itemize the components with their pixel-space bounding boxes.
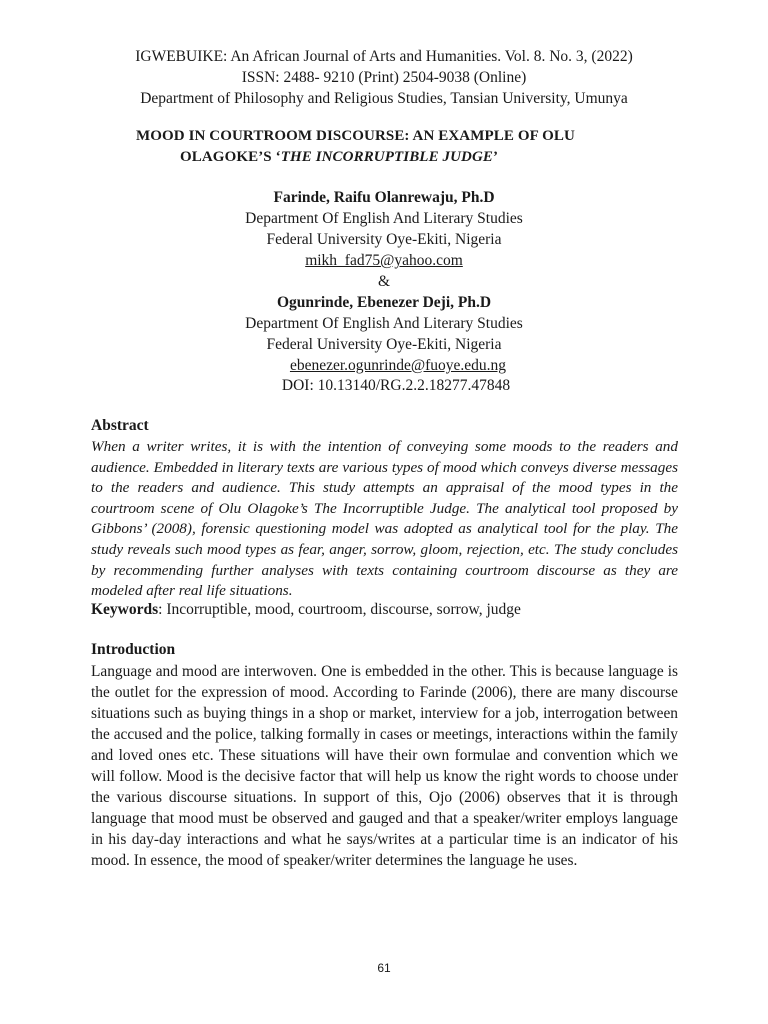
author-1-email-link[interactable]: mikh_fad75@yahoo.com xyxy=(305,252,463,269)
issn-line: ISSN: 2488- 9210 (Print) 2504-9038 (Online) xyxy=(241,69,527,86)
title-italic-work: THE INCORRUPTIBLE JUDGE xyxy=(280,149,494,165)
doi-line[interactable]: DOI: 10.13140/RG.2.2.18277.47848 xyxy=(281,377,511,394)
department-line: Department of Philosophy and Religious Studies, Tansian University, Umunya xyxy=(140,90,628,107)
author-1-name: Farinde, Raifu Olanrewaju, Ph.D xyxy=(273,189,495,206)
paper-title-line-2 xyxy=(180,147,498,167)
keywords-label: Keywords xyxy=(91,601,159,618)
abstract-body: When a writer writes, it is with the intention of conveying some moods to the readers and audience. Embedded in literary texts are various types of mood which conveys diverse messages to the readers and audience. This study attempts an appraisal of the mood types in the courtroom scene of Olu Olagoke’s The Incorruptible Judge. The analytical tool proposed by Gibbons’ (2008), forensic questioning model was adopted as analytical tool for the play. The study reveals such mood types as fear, anger, sorrow, gloom, rejection, etc. The study concludes by recommending further analyses with texts containing courtroom discourse as they are modeled after real life situations. xyxy=(91,438,678,600)
ampersand: & xyxy=(377,273,391,290)
author-2-email-row xyxy=(0,355,768,376)
title-prefix: OLAGOKE’S ‘ xyxy=(180,149,281,165)
paper-title-line-1: MOOD IN COURTROOM DISCOURSE: AN EXAMPLE OF OLU xyxy=(136,128,575,144)
abstract-heading: Abstract xyxy=(91,417,149,434)
keywords-list: : Incorruptible, mood, courtroom, discourse, sorrow, judge xyxy=(158,601,521,618)
author-2-university: Federal University Oye-Ekiti, Nigeria xyxy=(266,336,502,353)
title-suffix: ’ xyxy=(493,149,499,165)
author-2-department: Department Of English And Literary Studies xyxy=(245,315,523,332)
journal-citation: IGWEBUIKE: An African Journal of Arts and Humanities. Vol. 8. No. 3, (2022) xyxy=(135,48,633,65)
author-1-department: Department Of English And Literary Studies xyxy=(245,210,523,227)
page-number: 61 xyxy=(377,961,391,975)
author-1-email-row xyxy=(0,250,768,271)
keywords-line xyxy=(91,600,691,620)
introduction-body: Language and mood are interwoven. One is embedded in the other. This is because language is the outlet for the expression of mood. According to Farinde (2006), there are many discourse situations such as buying things in a shop or market, interview for a job, interrogation between the accused and the police, talking formally in cases or meetings, interactions within the family and loved ones etc. These situations will have their own formulae and convention which we will follow. Mood is the decisive factor that will help us know the right words to choose under the various discourse situations. In support of this, Ojo (2006) observes that it is through language that mood must be observed and gauged and that a speaker/writer employs language in his day-day interactions and what he says/writes at a particular time is an indicator of his mood. In essence, the mood of speaker/writer determines the language he uses. xyxy=(91,663,678,869)
author-2-name: Ogunrinde, Ebenezer Deji, Ph.D xyxy=(276,294,492,311)
introduction-heading: Introduction xyxy=(91,641,176,658)
author-1-university: Federal University Oye-Ekiti, Nigeria xyxy=(266,231,502,248)
author-2-email-link[interactable]: ebenezer.ogunrinde@fuoye.edu.ng xyxy=(289,357,507,374)
